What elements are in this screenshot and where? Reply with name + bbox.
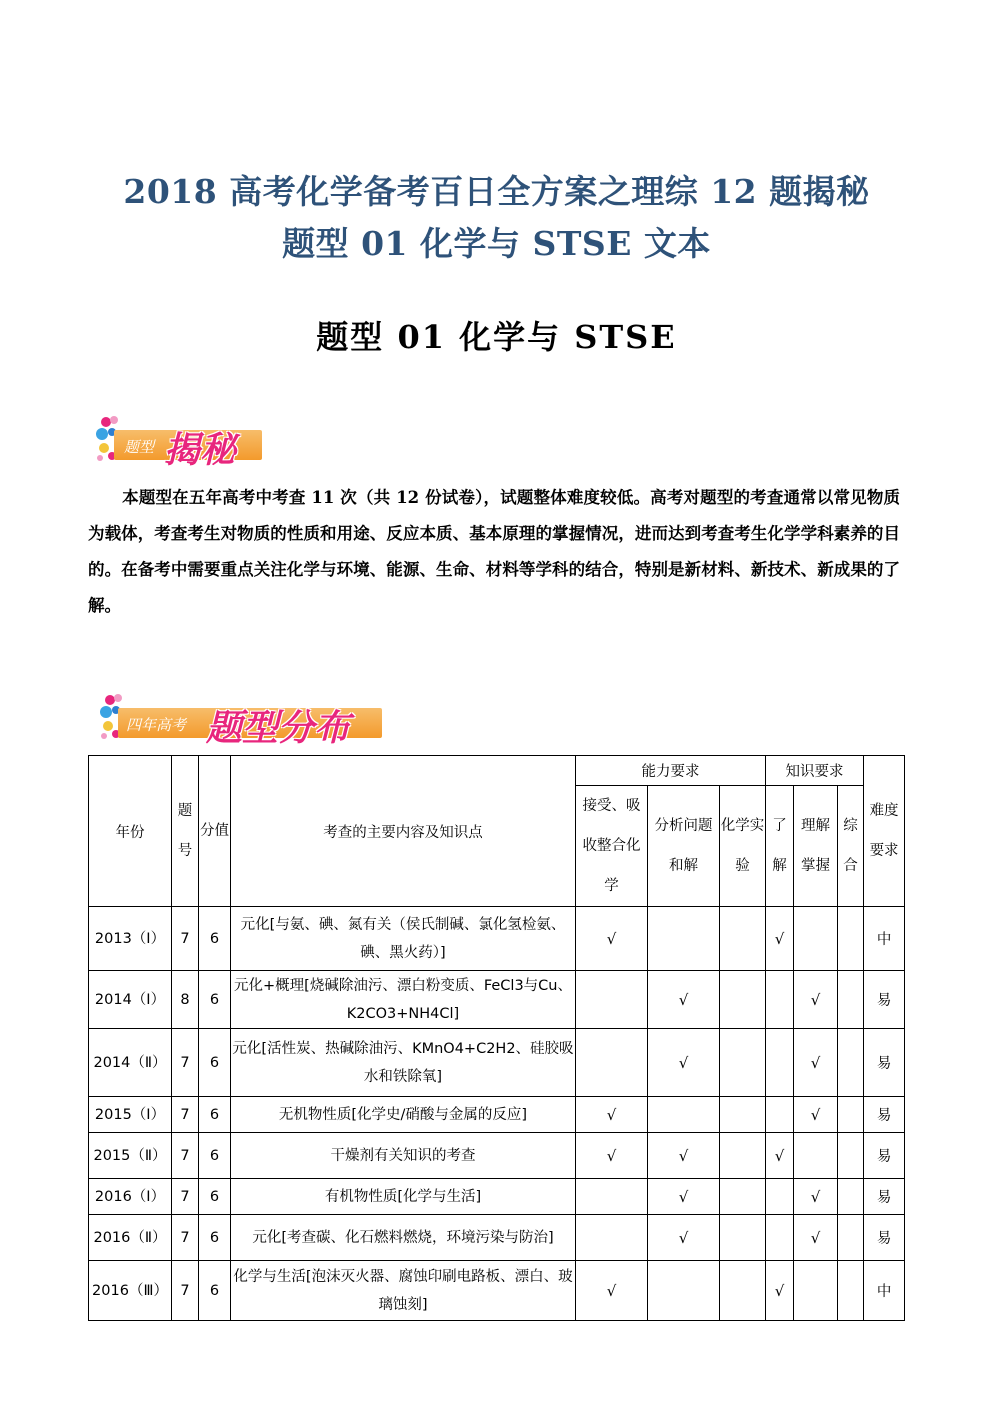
check-cell-master: √ (794, 1097, 838, 1133)
table-row (89, 1133, 905, 1179)
check-cell-experiment (720, 1215, 766, 1261)
year-cell: 2015（Ⅱ） (89, 1133, 172, 1179)
check-cell-analyze: √ (648, 1029, 720, 1097)
section-banner-distribution (96, 690, 386, 749)
table-row (89, 1029, 905, 1097)
table-row (89, 907, 905, 971)
difficulty-cell: 易 (864, 1029, 905, 1097)
year-cell: 2016（Ⅲ） (89, 1261, 172, 1321)
section-banner-reveal (92, 412, 262, 471)
banner-small-text: 四年高考 (126, 716, 187, 734)
check-cell-absorb (576, 1215, 648, 1261)
difficulty-cell: 易 (864, 1133, 905, 1179)
content-cell: 化学与生活[泡沫灭火器、腐蚀印刷电路板、漂白、玻璃蚀刻] (231, 1261, 576, 1321)
content-cell: 无机物性质[化学史/硝酸与金属的反应] (231, 1097, 576, 1133)
check-cell-analyze: √ (648, 1179, 720, 1215)
difficulty-cell: 易 (864, 1097, 905, 1133)
year-cell: 2016（Ⅰ） (89, 1179, 172, 1215)
score-cell: 6 (199, 971, 231, 1029)
check-cell-experiment (720, 1133, 766, 1179)
intro-text: 本题型在五年高考中考查 11 次（共 12 份试卷），试题整体难度较低。高考对题型的考查通常以常见物质为载体，考查考生对物质的性质和用途、反应本质、基本原理的掌握情况，进而达到考查考生化学学科素养的目的。在备考中需要重点关注化学与环境、能源、生命、材料等学科的结合，特别是新材料、新技术、新成果的了解。 (88, 488, 900, 615)
number-cell: 7 (172, 1261, 199, 1321)
check-cell-master (794, 907, 838, 971)
check-cell-synthesis (838, 971, 864, 1029)
difficulty-cell: 易 (864, 1215, 905, 1261)
difficulty-cell: 中 (864, 907, 905, 971)
content-cell: 元化+概理[烧碱除油污、漂白粉变质、FeCl3与Cu、K2CO3+NH4Cl] (231, 971, 576, 1029)
check-cell-absorb: √ (576, 1097, 648, 1133)
check-cell-absorb (576, 971, 648, 1029)
check-cell-synthesis (838, 1215, 864, 1261)
score-cell: 6 (199, 1215, 231, 1261)
table-row (89, 971, 905, 1029)
check-cell-master: √ (794, 1179, 838, 1215)
check-cell-master: √ (794, 971, 838, 1029)
check-cell-master: √ (794, 1029, 838, 1097)
number-cell: 7 (172, 1097, 199, 1133)
check-cell-analyze: √ (648, 971, 720, 1029)
score-cell: 6 (199, 1097, 231, 1133)
year-cell: 2013（Ⅰ） (89, 907, 172, 971)
check-cell-absorb (576, 1029, 648, 1097)
header-knowledge-synthesis: 综合 (838, 786, 864, 907)
check-cell-synthesis (838, 1029, 864, 1097)
check-cell-synthesis (838, 907, 864, 971)
check-cell-absorb (576, 1179, 648, 1215)
distribution-table (88, 755, 905, 1321)
number-cell: 7 (172, 1215, 199, 1261)
intro-paragraph (88, 480, 900, 624)
check-cell-master (794, 1133, 838, 1179)
header-ability: 能力要求 (576, 756, 766, 786)
score-cell: 6 (199, 1029, 231, 1097)
header-ability-absorb: 接受、吸收整合化学 (576, 786, 648, 907)
check-cell-master (794, 1261, 838, 1321)
content-cell: 干燥剂有关知识的考查 (231, 1133, 576, 1179)
header-content: 考查的主要内容及知识点 (231, 756, 576, 907)
check-cell-know: √ (766, 1133, 794, 1179)
check-cell-know (766, 971, 794, 1029)
content-cell: 有机物性质[化学与生活] (231, 1179, 576, 1215)
table-row (89, 1097, 905, 1133)
table-row (89, 1215, 905, 1261)
check-cell-experiment (720, 1179, 766, 1215)
document-title-line1: 2018 高考化学备考百日全方案之理综 12 题揭秘 (123, 172, 870, 211)
check-cell-analyze (648, 1261, 720, 1321)
header-knowledge-know: 了解 (766, 786, 794, 907)
check-cell-experiment (720, 907, 766, 971)
check-cell-absorb: √ (576, 907, 648, 971)
header-ability-analyze: 分析问题和解 (648, 786, 720, 907)
check-cell-analyze: √ (648, 1215, 720, 1261)
check-cell-synthesis (838, 1261, 864, 1321)
header-knowledge-master: 理解掌握 (794, 786, 838, 907)
difficulty-cell: 易 (864, 1179, 905, 1215)
header-number: 题号 (172, 756, 199, 907)
section-subtitle: 题型 01 化学与 STSE (316, 318, 677, 356)
content-cell: 元化[考查碳、化石燃料燃烧，环境污染与防治] (231, 1215, 576, 1261)
check-cell-synthesis (838, 1179, 864, 1215)
check-cell-analyze (648, 1097, 720, 1133)
content-cell: 元化[与氨、碘、氮有关（侯氏制碱、氯化氢检氨、碘、黑火药）] (231, 907, 576, 971)
check-cell-synthesis (838, 1097, 864, 1133)
check-cell-synthesis (838, 1133, 864, 1179)
year-cell: 2014（Ⅰ） (89, 971, 172, 1029)
difficulty-cell: 易 (864, 971, 905, 1029)
difficulty-cell: 中 (864, 1261, 905, 1321)
banner-big-text: 题型分布 (206, 708, 351, 749)
number-cell: 7 (172, 1029, 199, 1097)
header-ability-experiment: 化学实验 (720, 786, 766, 907)
score-cell: 6 (199, 907, 231, 971)
score-cell: 6 (199, 1179, 231, 1215)
table-row (89, 1179, 905, 1215)
year-cell: 2015（Ⅰ） (89, 1097, 172, 1133)
number-cell: 7 (172, 907, 199, 971)
table-row (89, 1261, 905, 1321)
check-cell-experiment (720, 1029, 766, 1097)
check-cell-know (766, 1097, 794, 1133)
check-cell-absorb: √ (576, 1133, 648, 1179)
check-cell-absorb: √ (576, 1261, 648, 1321)
score-cell: 6 (199, 1133, 231, 1179)
check-cell-master: √ (794, 1215, 838, 1261)
year-cell: 2016（Ⅱ） (89, 1215, 172, 1261)
header-score: 分值 (199, 756, 231, 907)
header-knowledge: 知识要求 (766, 756, 864, 786)
number-cell: 8 (172, 971, 199, 1029)
check-cell-analyze: √ (648, 1133, 720, 1179)
check-cell-know: √ (766, 1261, 794, 1321)
content-cell: 元化[活性炭、热碱除油污、KMnO4+C2H2、硅胶吸水和铁除氧] (231, 1029, 576, 1097)
check-cell-know: √ (766, 907, 794, 971)
header-difficulty: 难度要求 (864, 756, 905, 907)
score-cell: 6 (199, 1261, 231, 1321)
number-cell: 7 (172, 1133, 199, 1179)
year-cell: 2014（Ⅱ） (89, 1029, 172, 1097)
number-cell: 7 (172, 1179, 199, 1215)
banner-big-text: 揭秘 (164, 430, 237, 471)
check-cell-experiment (720, 1261, 766, 1321)
check-cell-analyze (648, 907, 720, 971)
check-cell-know (766, 1215, 794, 1261)
check-cell-know (766, 1179, 794, 1215)
check-cell-experiment (720, 1097, 766, 1133)
banner-small-text: 题型 (124, 438, 155, 456)
check-cell-know (766, 1029, 794, 1097)
document-title-line2: 题型 01 化学与 STSE 文本 (282, 224, 711, 263)
header-year: 年份 (89, 756, 172, 907)
check-cell-experiment (720, 971, 766, 1029)
